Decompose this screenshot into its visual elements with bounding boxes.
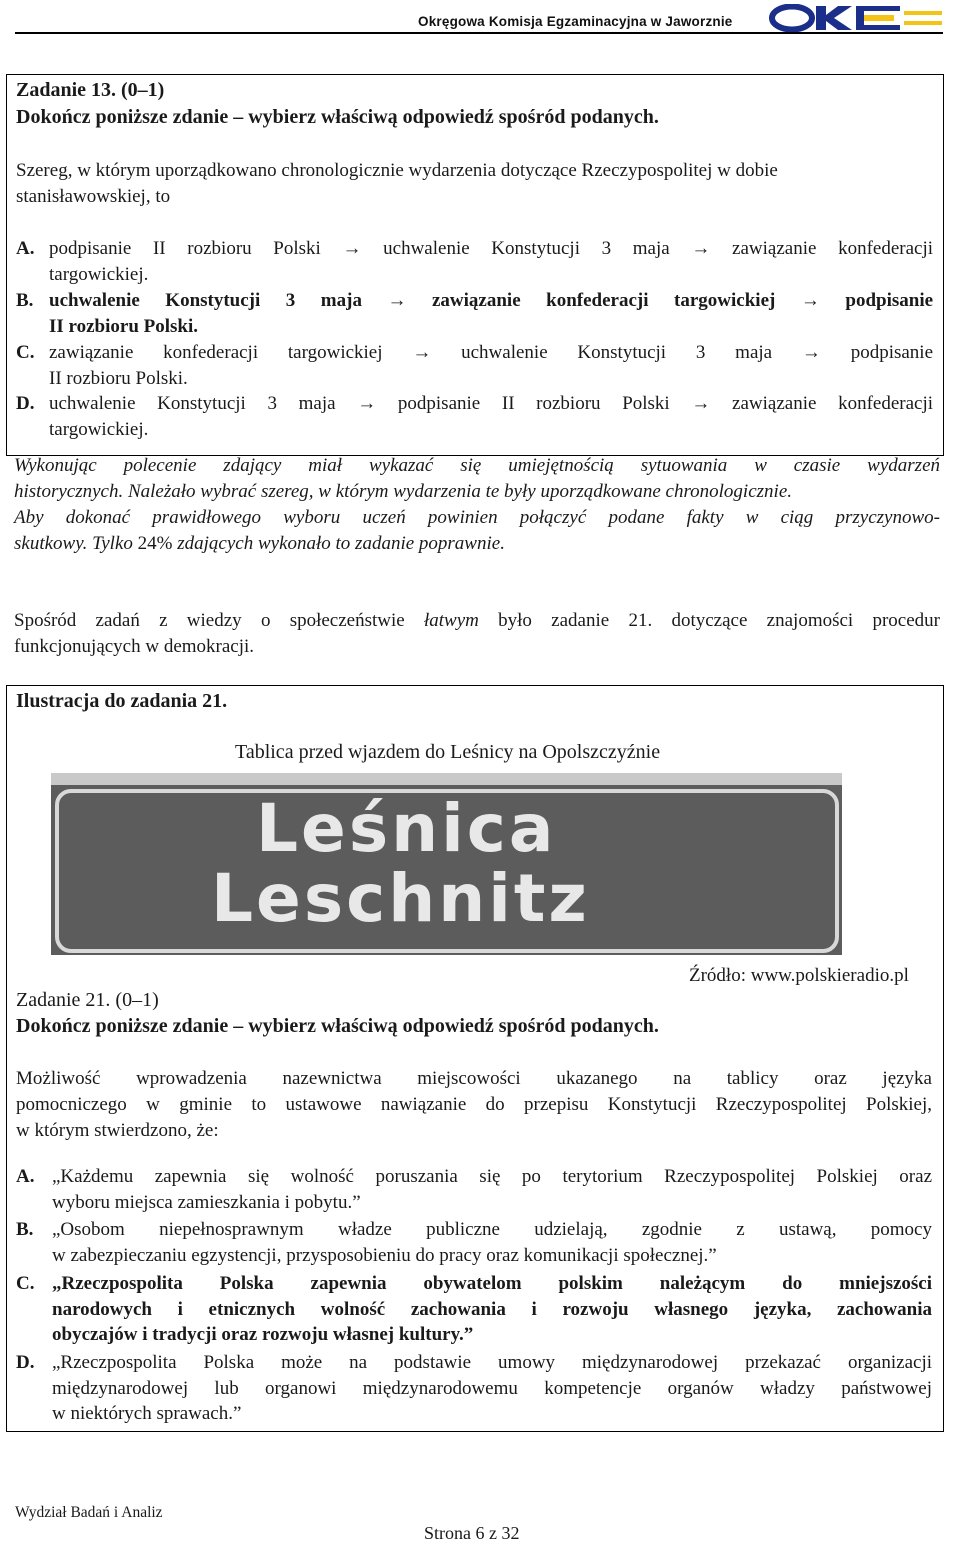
arrow-icon: →	[691, 393, 711, 414]
header-rule	[15, 32, 943, 34]
sign-text-1: Leśnica	[256, 790, 557, 867]
sign-photo	[51, 773, 842, 955]
footer-page-number: Strona 6 z 32	[424, 1523, 520, 1543]
task13-c-event1: zawiązanie konfederacji targowickiej	[49, 342, 383, 363]
arrow-icon: →	[691, 238, 711, 259]
intro-line1-end: było zadanie 21. dotyczące znajomości procedur	[478, 610, 940, 631]
commentary-percent: 24%	[137, 533, 173, 554]
task21-stem-line2: pomocniczego w gminie to ustawowe nawiązanie do przepisu Konstytucji Rzeczypospolitej Polskiej,	[16, 1094, 932, 1115]
task13-option-b-letter: B.	[16, 290, 34, 311]
intro-line1	[14, 608, 940, 634]
commentary-line1: Wykonując polecenie zdający miał wykazać się umiejętnością sytuowania w czasie wydarzeń	[14, 455, 940, 476]
task21-option-d-line2: międzynarodowej lub organowi międzynarodowemu kompetencje organów władzy państwowej	[52, 1378, 932, 1399]
task13-b-event1: uchwalenie Konstytucji 3 maja	[49, 290, 362, 311]
oke-logo	[768, 4, 944, 32]
task21-option-d-line3: w niektórych sprawach.”	[52, 1403, 242, 1424]
task21-instruction: Dokończ poniższe zdanie – wybierz właściwą odpowiedź spośród podanych.	[16, 1015, 659, 1037]
task21-option-a-line2: wyboru miejsca zamieszkania i pobytu.”	[52, 1192, 361, 1213]
intro-emphasis: łatwym	[423, 610, 479, 631]
task13-a-event1: podpisanie II rozbioru Polski	[49, 238, 321, 259]
task21-title: Zadanie 21. (0–1)	[16, 989, 159, 1011]
photo-source: Źródło: www.polskieradio.pl	[689, 965, 909, 986]
task13-stem-line2: stanisławowskiej, to	[16, 186, 171, 207]
task13-title: Zadanie 13. (0–1)	[16, 79, 165, 101]
task13-d-event1: uchwalenie Konstytucji 3 maja	[49, 393, 336, 414]
task13-b-event2: zawiązanie konfederacji targowickiej	[432, 290, 776, 311]
header-institution: Okręgowa Komisja Egzaminacyjna w Jaworznie	[418, 14, 733, 29]
task13-option-c-letter: C.	[16, 342, 35, 363]
arrow-icon: →	[342, 238, 362, 259]
task13-stem-line1: Szereg, w którym uporządkowano chronologicznie wydarzenia dotyczące Rzeczypospolitej w dobie	[16, 160, 778, 181]
task21-option-a-line1: „Każdemu zapewnia się wolność poruszania się po terytorium Rzeczypospolitej Polskiej oraz	[52, 1166, 932, 1187]
sign-text-2: Leschnitz	[211, 860, 590, 937]
task21-option-b-letter: B.	[16, 1219, 34, 1240]
task13-option-b	[49, 288, 933, 314]
task13-option-a	[49, 236, 933, 262]
task13-option-d	[49, 391, 933, 417]
task13-option-b-line2: II rozbioru Polski.	[49, 316, 199, 337]
arrow-icon: →	[800, 290, 820, 311]
task13-option-c-line2: II rozbioru Polski.	[49, 368, 188, 389]
arrow-icon: →	[357, 393, 377, 414]
task13-b-event3: podpisanie	[845, 290, 934, 311]
task13-d-event2: podpisanie II rozbioru Polski	[397, 393, 670, 414]
commentary-line4-start: skutkowy. Tylko	[14, 533, 138, 554]
commentary-line3: Aby dokonać prawidłowego wyboru uczeń powinien połączyć podane fakty w ciąg przyczynowo-	[14, 507, 940, 528]
illustration-title: Ilustracja do zadania 21.	[16, 690, 228, 712]
intro-line2: funkcjonujących w demokracji.	[14, 636, 255, 657]
task13-option-d-letter: D.	[16, 393, 35, 414]
task13-a-event3: zawiązanie konfederacji	[732, 238, 934, 259]
task21-option-c-line3: obyczajów i tradycji oraz rozwoju własnej kultury.”	[52, 1324, 474, 1345]
commentary-line4-end: zdających wykonało to zadanie poprawnie.	[172, 533, 505, 554]
task21-stem-line1: Możliwość wprowadzenia nazewnictwa miejscowości ukazanego na tablicy oraz języka	[16, 1068, 932, 1089]
task13-option-a-line2: targowickiej.	[49, 264, 149, 285]
task21-stem-line3: w którym stwierdzono, że:	[16, 1120, 219, 1141]
intro-line1-start: Spośród zadań z wiedzy o społeczeństwie	[14, 610, 424, 631]
task21-option-d-letter: D.	[16, 1352, 35, 1373]
task13-d-event3: zawiązanie konfederacji	[732, 393, 934, 414]
task21-option-a-letter: A.	[16, 1166, 35, 1187]
task13-option-d-line2: targowickiej.	[49, 419, 149, 440]
commentary-line4	[14, 531, 505, 557]
task13-a-event2: uchwalenie Konstytucji 3 maja	[383, 238, 670, 259]
commentary-line2: historycznych. Należało wybrać szereg, w którym wydarzenia te były uporządkowane chronologicznie.	[14, 481, 792, 502]
task21-option-c-line1: „Rzeczpospolita Polska zapewnia obywatelom polskim należącym do mniejszości	[52, 1273, 932, 1294]
task21-option-c-letter: C.	[16, 1273, 35, 1294]
task21-option-c-line2: narodowych i etnicznych wolność zachowania i rozwoju własnego języka, zachowania	[52, 1299, 932, 1320]
task13-instruction: Dokończ poniższe zdanie – wybierz właściwą odpowiedź spośród podanych.	[16, 106, 659, 128]
task13-c-event3: podpisanie	[850, 342, 934, 363]
footer-department: Wydział Badań i Analiz	[15, 1504, 163, 1521]
task21-option-b-line2: w zabezpieczaniu egzystencji, przysposobieniu do pracy oraz komunikacji społecznej.”	[52, 1245, 717, 1266]
arrow-icon: →	[412, 342, 432, 363]
task13-c-event2: uchwalenie Konstytucji 3 maja	[461, 342, 773, 363]
task13-option-c	[49, 340, 933, 366]
task21-option-d-line1: „Rzeczpospolita Polska może na podstawie umowy międzynarodowej przekazać organizacji	[52, 1352, 932, 1373]
task13-option-a-letter: A.	[16, 238, 35, 259]
illustration-caption: Tablica przed wjazdem do Leśnicy na Opolszczyźnie	[235, 741, 661, 763]
arrow-icon: →	[801, 342, 821, 363]
arrow-icon: →	[387, 290, 407, 311]
task21-option-b-line1: „Osobom niepełnosprawnym władze publiczne udzielają, zgodnie z ustawą, pomocy	[52, 1219, 932, 1240]
